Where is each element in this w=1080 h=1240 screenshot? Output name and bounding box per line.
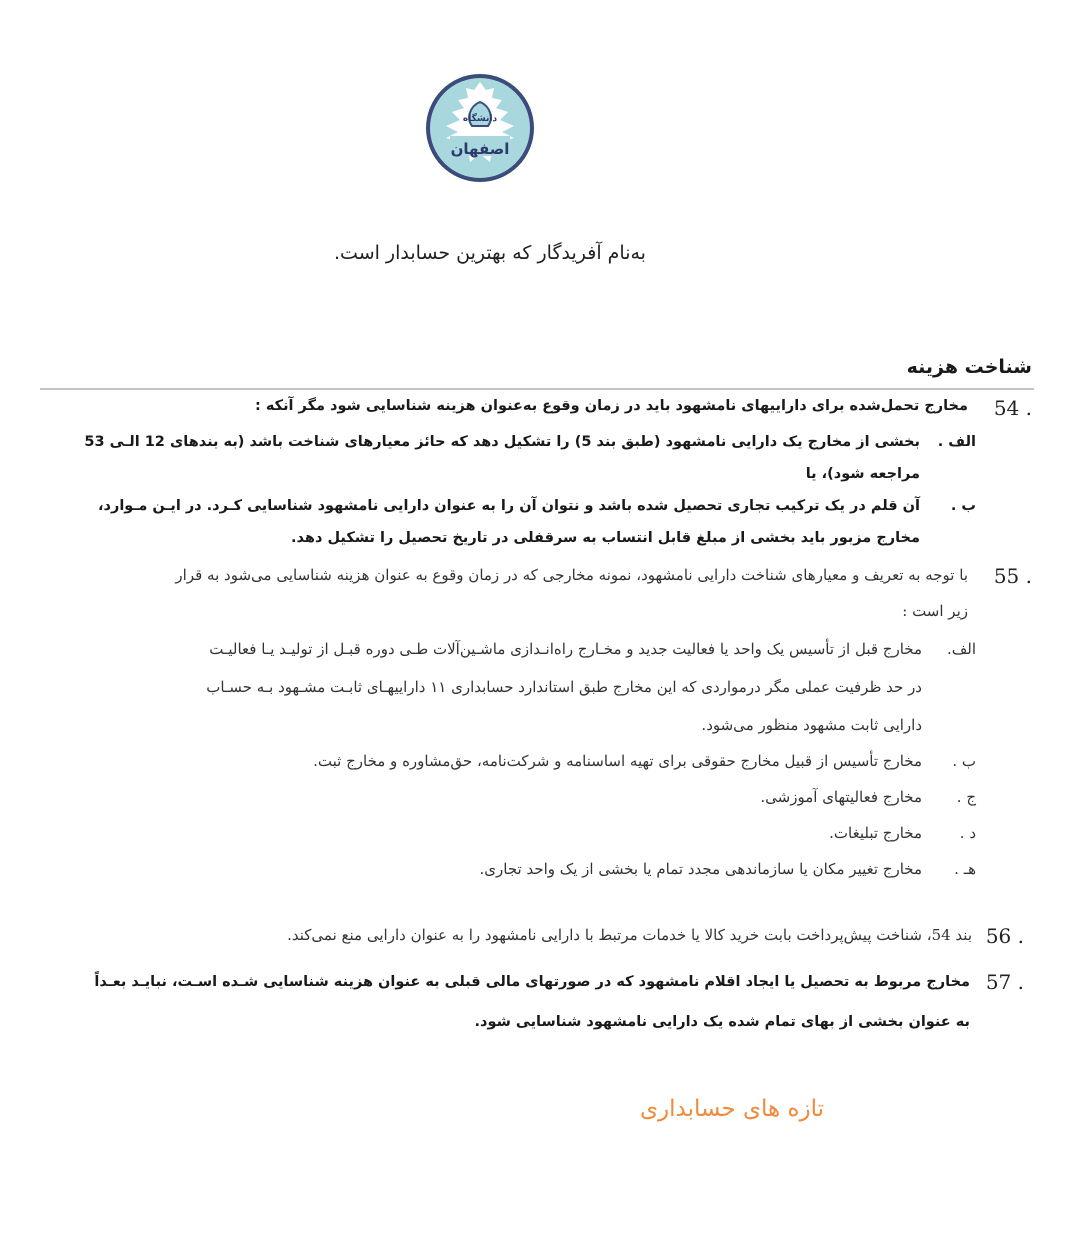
item-text: مخارج مزبور باید بخشی از مبلغ قابل انتساب به سرقفلی در تاریخ تحصیل را تشکیل دهد.	[291, 530, 920, 546]
section-heading: شناخت هزینه	[906, 356, 1032, 378]
paragraph-text: به عنوان بخشی از بهای تمام شده یک دارایی نامشهود شناسایی شود.	[474, 1014, 970, 1030]
paragraph-text: مخارج مربوط به تحصیل یا ایجاد اقلام نامشهود که در صورتهای مالی قبلی به عنوان هزینه شناسایی شـده اسـت، نبایـد بعـداً	[94, 974, 970, 990]
item-label: الف .	[937, 434, 976, 450]
item-label: د .	[959, 824, 976, 842]
item-label: ج .	[956, 788, 976, 806]
brand-caption: تازه های حسابداری	[640, 1096, 825, 1122]
item-text: مخارج فعالیتهای آموزشی.	[760, 788, 922, 806]
item-label: الف.	[946, 640, 976, 658]
paragraph-number: 57 .	[985, 970, 1024, 994]
item-text: آن قلم در یک ترکیب تجاری تحصیل شده باشد و نتوان آن را به عنوان دارایی نامشهود شناسایی کـرد. در ایـن مـوارد،	[98, 498, 920, 514]
item-label: ب .	[952, 752, 976, 770]
dedication-line: به‌نام آفریدگار که بهترین حسابدار است.	[334, 242, 646, 264]
university-logo	[424, 72, 536, 184]
item-text: مخارج تأسیس از قبیل مخارج حقوقی برای تهیه اساسنامه و شرکت‌نامه، حق‌مشاوره و مخارج ثبت.	[313, 752, 922, 770]
item-label: ب .	[950, 498, 976, 514]
paragraph-text: زیر است :	[902, 602, 968, 620]
paragraph-text: بند 54، شناخت پیش‌پرداخت بابت خرید کالا یا خدمات مرتبط با دارایی نامشهود را به عنوان دارایی منع نمی‌کند.	[287, 926, 972, 944]
item-text: مخارج تغییر مکان یا سازماندهی مجدد تمام یا بخشی از یک واحد تجاری.	[479, 860, 922, 878]
item-text: دارایی ثابت مشهود منظور می‌شود.	[701, 716, 922, 734]
heading-divider	[40, 388, 1034, 390]
item-text: در حد ظرفیت عملی مگر درمواردی که این مخارج طبق استاندارد حسابداری ۱۱ داراییهـای ثابـت مشـهود بـه حسـاب	[206, 678, 922, 696]
item-text: مراجعه شود)، یا	[805, 466, 920, 482]
paragraph-number: 54 .	[993, 396, 1032, 420]
university-seal-icon	[424, 72, 536, 184]
item-text: مخارج قبل از تأسیس یک واحد یا فعالیت جدید و مخـارج راه‌انـدازی ماشـین‌آلات طـی دوره قبـل از تولیـد یـا فعالیـت	[209, 640, 922, 658]
svg-text:داﻧﺸﮕﺎه: داﻧﺸﮕﺎه	[462, 114, 498, 124]
item-label: هـ .	[954, 860, 976, 878]
paragraph-text: مخارج تحمل‌شده برای داراییهای نامشهود باید در زمان وقوع به‌عنوان هزینه شناسایی شود مگر آنکه :	[255, 398, 968, 414]
paragraph-number: 56 .	[985, 924, 1024, 948]
item-text: مخارج تبلیغات.	[829, 824, 922, 842]
item-text: بخشی از مخارج یک دارایی نامشهود (طبق بند 5) را تشکیل دهد که حائز معیارهای شناخت باشد (به بندهای 12 الـی 53	[84, 434, 920, 450]
paragraph-number: 55 .	[993, 564, 1032, 588]
paragraph-text: با توجه به تعریف و معیارهای شناخت دارایی نامشهود، نمونه مخارجی که در زمان وقوع به عنوان هزینه شناسایی می‌شود به قرار	[175, 566, 968, 584]
svg-text:اصفهان: اصفهان	[450, 140, 510, 158]
